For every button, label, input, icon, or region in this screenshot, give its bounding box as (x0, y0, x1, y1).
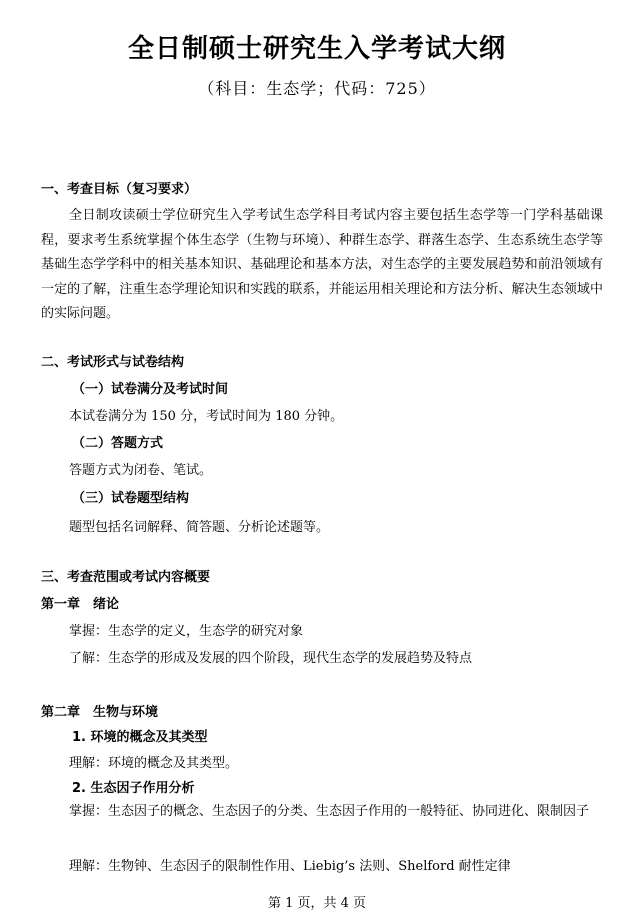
chapter-2-item-1-text: 理解：环境的概念及其类型。 (69, 756, 239, 771)
chapter-2-item-2-master: 掌握：生态因子的概念、生态因子的分类、生态因子作用的一般特征、协同进化、限制因子 (69, 804, 590, 819)
chapter-1-master: 掌握：生态学的定义，生态学的研究对象 (69, 624, 304, 639)
document-subtitle: （科目：生态学；代码：725） (198, 79, 436, 98)
section-1-heading: 一、考查目标（复习要求） (41, 182, 198, 197)
document-title: 全日制硕士研究生入学考试大纲 (127, 34, 506, 64)
section-3-heading: 三、考查范围或考试内容概要 (41, 570, 211, 585)
subsection-2-2-heading: （二）答题方式 (72, 436, 164, 451)
subsection-2-3-text: 题型包括名词解释、简答题、分析论述题等。 (69, 520, 330, 535)
chapter-2-heading: 第二章 生物与环境 (41, 705, 159, 720)
chapter-2-item-2-heading: 2. 生态因子作用分析 (72, 781, 195, 796)
chapter-1-understand: 了解：生态学的形成及发展的四个阶段，现代生态学的发展趋势及特点 (69, 651, 473, 666)
page-footer: 第 1 页，共 4 页 (267, 896, 367, 911)
chapter-2-item-2-understand: 理解：生物钟、生态因子的限制性作用、Liebig’s 法则、Shelford 耐性定律 (69, 859, 511, 874)
chapter-2-item-1-heading: 1. 环境的概念及其类型 (72, 730, 208, 745)
subsection-2-2-text: 答题方式为闭卷、笔试。 (69, 463, 213, 478)
section-1-paragraph: 全日制攻读硕士学位研究生入学考试生态学科目考试内容主要包括生态学等一门学科基础课程，要求考生系统掌握个体生态学（生物与环境）、种群生态学、群落生态学、生态系统生态学等基础生态学学科中的相关基本知识、基础理论和基本方法，对生态学的主要发展趋势和前沿领域有一定的了解，注重生态学理论知识和实践的联系，并能运用相关理论和方法分析、解决生态领域中的实际问题。 (41, 208, 603, 321)
subsection-2-1-text: 本试卷满分为 150 分，考试时间为 180 分钟。 (69, 409, 344, 424)
subsection-2-1-heading: （一）试卷满分及考试时间 (72, 382, 229, 397)
subsection-2-3-heading: （三）试卷题型结构 (72, 491, 190, 506)
chapter-1-heading: 第一章 绪论 (41, 597, 120, 612)
section-2-heading: 二、考试形式与试卷结构 (41, 355, 185, 370)
